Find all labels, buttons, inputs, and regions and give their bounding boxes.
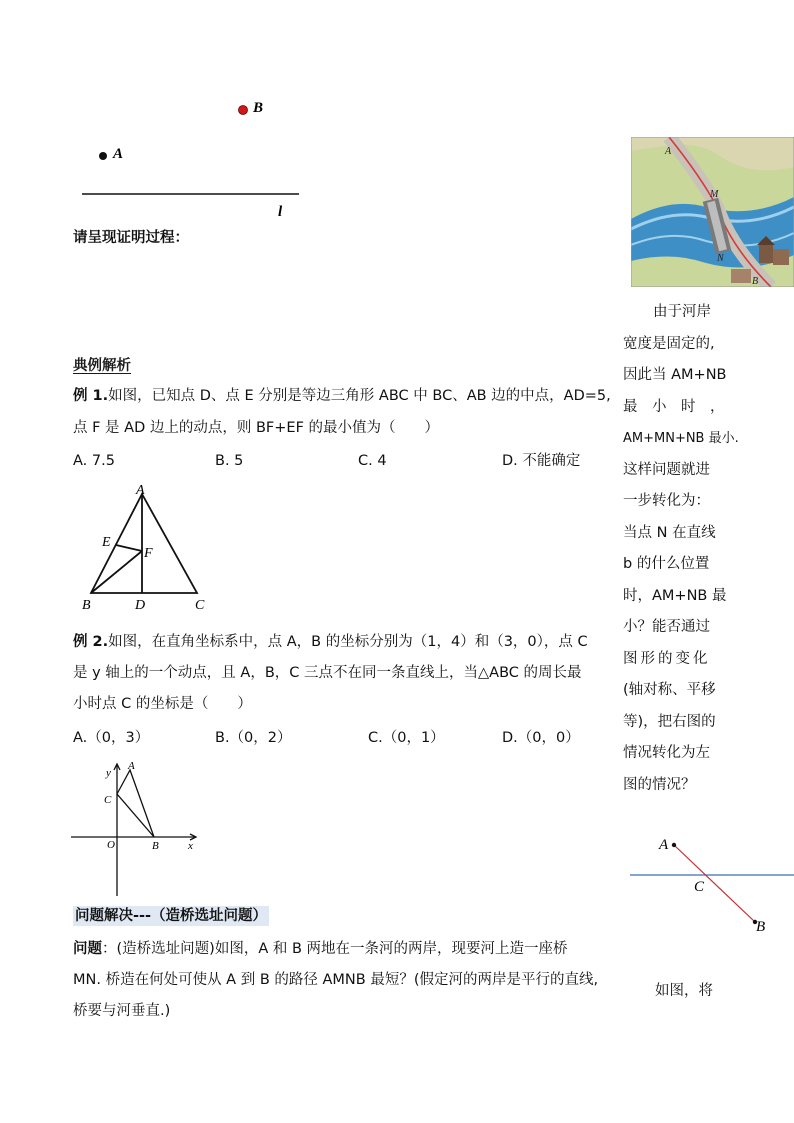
- sidebar-line: (轴对称、平移: [623, 682, 716, 698]
- sidebar-line: 图形的变化: [623, 650, 711, 667]
- sidebar-line: 因此当 AM+NB: [623, 367, 727, 383]
- tri-label-f: F: [144, 546, 153, 561]
- sidebar-figure: [628, 830, 794, 940]
- section-examples-heading: 典例解析: [73, 358, 131, 374]
- problem-text1: ：(造桥选址问题)如图，A 和 B 两地在一条河的两岸，现要河上造一座桥: [102, 941, 568, 957]
- sidebar-line: AM+MN+NB 最小.: [623, 431, 739, 446]
- point-a: [99, 152, 107, 160]
- coord-label-b: B: [152, 840, 159, 852]
- example1-figure: [78, 480, 218, 615]
- coord-label-a: A: [128, 760, 135, 772]
- coord-label-o: O: [107, 839, 115, 851]
- example2-option-a: A.（0，3）: [73, 730, 150, 746]
- map-label-b: B: [752, 276, 759, 287]
- coord-label-x: x: [188, 840, 193, 852]
- example1-option-b: B. 5: [215, 453, 244, 469]
- problem-prefix: 问题: [73, 941, 102, 957]
- example2-prefix: 例 2.: [73, 634, 109, 650]
- sidebar-line: 由于河岸: [653, 304, 711, 320]
- example2-figure: [68, 758, 203, 900]
- fig-label-b: B: [756, 919, 766, 935]
- coord-label-c: C: [104, 794, 112, 806]
- example2-option-d: D.（0，0）: [502, 730, 580, 746]
- map-label-n: N: [717, 253, 724, 264]
- label-a: A: [113, 146, 124, 162]
- example1-line2: 点 F 是 AD 边上的动点，则 BF+EF 的最小值为（ ）: [73, 420, 440, 436]
- point-a-dot: [672, 843, 676, 847]
- example2-text1: 如图，在直角坐标系中，点 A，B 的坐标分别为（1，4）和（3，0），点 C: [108, 634, 588, 650]
- sidebar-text: [623, 297, 794, 801]
- example1-option-d: D. 不能确定: [502, 453, 581, 469]
- section-problem-heading: 问题解决---（造桥选址问题）: [75, 908, 268, 924]
- map-label-m: M: [710, 189, 719, 200]
- sidebar-line: 情况转化为左: [623, 745, 710, 761]
- point-b: [239, 106, 248, 115]
- example2-option-b: B.（0，2）: [215, 730, 292, 746]
- problem-line3: 桥要与河垂直.): [73, 1003, 171, 1019]
- problem-line1: [73, 939, 568, 959]
- sidebar-line: 一步转化为：: [623, 493, 710, 509]
- segment-ab: [674, 845, 755, 922]
- sidebar-line: 这样问题就进: [623, 461, 710, 478]
- map-label-a: A: [665, 146, 672, 157]
- example1-option-c: C. 4: [358, 453, 387, 469]
- fig-label-c: C: [694, 879, 705, 895]
- example2-line3: 小时点 C 的坐标是（ ）: [73, 696, 252, 712]
- example1-line1: [73, 386, 611, 406]
- fig-label-a: A: [659, 837, 669, 853]
- example2-option-c: C.（0，1）: [368, 730, 445, 746]
- sidebar-footer: 如图，将: [655, 983, 713, 999]
- top-figure: [70, 95, 320, 225]
- example1-prefix: 例 1.: [73, 388, 109, 404]
- example1-text1: 如图，已知点 D、点 E 分别是等边三角形 ABC 中 BC、AB 边的中点，AD=5,: [108, 388, 611, 404]
- sidebar-line: 图的情况？: [623, 776, 696, 793]
- river-map-illustration: [631, 137, 794, 287]
- sidebar-line: b 的什么位置: [623, 556, 710, 572]
- sidebar-line: 等)，把右图的: [623, 713, 716, 730]
- tri-label-b: B: [82, 598, 91, 613]
- problem-line2: MN. 桥造在何处可使从 A 到 B 的路径 AMNB 最短？(假定河的两岸是平行的直线,: [73, 972, 599, 988]
- proof-prompt: 请呈现证明过程：: [73, 230, 189, 246]
- tri-label-e: E: [102, 535, 111, 550]
- sidebar-line: 小？能否通过: [623, 619, 710, 635]
- example2-line1: [73, 632, 588, 652]
- coord-label-y: y: [106, 767, 111, 779]
- sidebar-line: 时，AM+NB 最: [623, 587, 727, 604]
- sidebar-line: 当点 N 在直线: [623, 524, 716, 541]
- label-l: l: [278, 204, 283, 220]
- example2-line2: 是 y 轴上的一个动点，且 A，B，C 三点不在同一条直线上，当△ABC 的周长最: [73, 665, 582, 681]
- example1-option-a: A. 7.5: [73, 453, 115, 469]
- tri-label-d: D: [135, 598, 146, 613]
- sidebar-line: 宽度是固定的,: [623, 335, 715, 352]
- label-b: B: [253, 100, 264, 116]
- tri-label-a: A: [136, 483, 145, 498]
- sidebar-line: 最 小 时 ，: [623, 398, 725, 415]
- tri-label-c: C: [195, 598, 205, 613]
